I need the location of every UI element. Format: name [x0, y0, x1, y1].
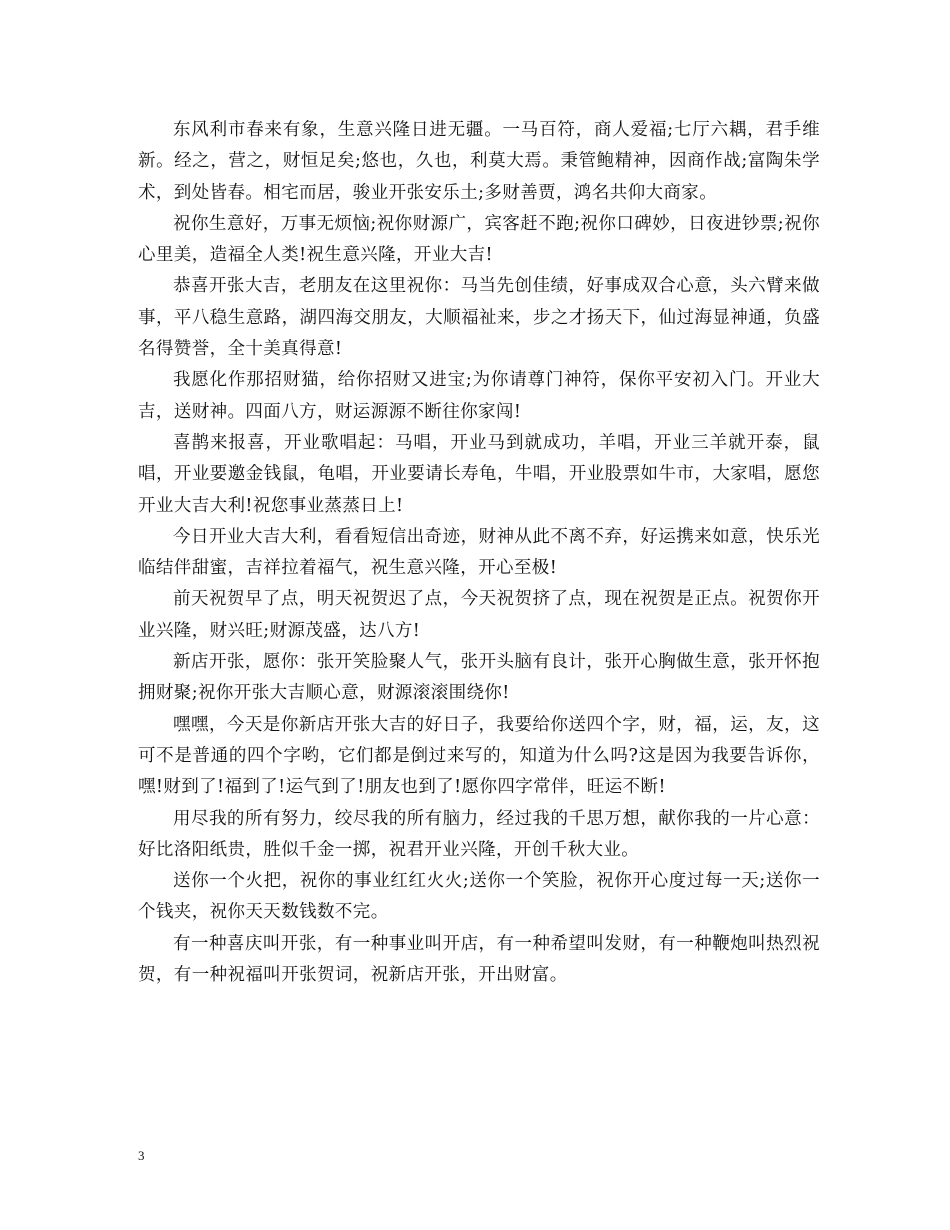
- paragraph-2: 祝你生意好，万事无烦恼;祝你财源广，宾客赶不跑;祝你口碑妙，日夜进钞票;祝你心里美，造福全人类!祝生意兴隆，开业大吉!: [138, 213, 820, 266]
- paragraph-3: 恭喜开张大吉，老朋友在这里祝你：马当先创佳绩，好事成双合心意，头六臂来做事，平八稳生意路，湖四海交朋友，大顺福祉来，步之才扬天下，仙过海显神通，负盛名得赞誉，全十美真得意!: [138, 276, 820, 360]
- paragraph-10: 用尽我的所有努力，绞尽我的所有脑力，经过我的千思万想，献你我的一片心意：好比洛阳纸贵，胜似千金一掷，祝君开业兴隆，开创千秋大业。: [138, 808, 820, 860]
- page-number: 3: [138, 1148, 145, 1163]
- paragraph-7: 前天祝贺早了点，明天祝贺迟了点，今天祝贺挤了点，现在祝贺是正点。祝贺你开业兴隆，财兴旺;财源茂盛，达八方!: [138, 589, 820, 641]
- paragraph-9: 嘿嘿，今天是你新店开张大吉的好日子，我要给你送四个字，财，福，运，友，这可不是普通的四个字哟，它们都是倒过来写的，知道为什么吗?这是因为我要告诉你，嘿!财到了!福到了!运气到了!朋友也到了!愿你四字常伴，旺运不断!: [138, 714, 820, 798]
- paragraph-12: 有一种喜庆叫开张，有一种事业叫开店，有一种希望叫发财，有一种鞭炮叫热烈祝贺，有一种祝福叫开张贺词，祝新店开张，开出财富。: [138, 933, 820, 986]
- paragraph-11: 送你一个火把，祝你的事业红红火火;送你一个笑脸，祝你开心度过每一天;送你一个钱夹，祝你天天数钱数不完。: [138, 871, 820, 923]
- paragraph-6: 今日开业大吉大利，看看短信出奇迹，财神从此不离不弃，好运携来如意，快乐光临结伴甜蜜，吉祥拉着福气，祝生意兴隆，开心至极!: [138, 526, 820, 579]
- paragraph-8: 新店开张，愿你：张开笑脸聚人气，张开头脑有良计，张开心胸做生意，张开怀抱拥财聚;祝你开张大吉顺心意，财源滚滚围绕你!: [138, 652, 820, 704]
- paragraph-5: 喜鹊来报喜，开业歌唱起：马唱，开业马到就成功，羊唱，开业三羊就开泰，鼠唱，开业要邀金钱鼠，龟唱，开业要请长寿龟，牛唱，开业股票如牛市，大家唱，愿您开业大吉大利!祝您事业蒸蒸日上!: [138, 432, 820, 516]
- paragraph-4: 我愿化作那招财猫，给你招财又进宝;为你请尊门神符，保你平安初入门。开业大吉，送财神。四面八方，财运源源不断往你家闯!: [138, 370, 820, 422]
- paragraph-1: 东风利市春来有象，生意兴隆日进无疆。一马百符，商人爱福;七厅六耦，君手维新。经之，营之，财恒足矣;悠也，久也，利莫大焉。秉管鲍精神，因商作战;富陶朱学术，到处皆春。相宅而居，骏业开张安乐土;多财善贾，鸿名共仰大商家。: [138, 120, 820, 203]
- document-body: [138, 115, 820, 991]
